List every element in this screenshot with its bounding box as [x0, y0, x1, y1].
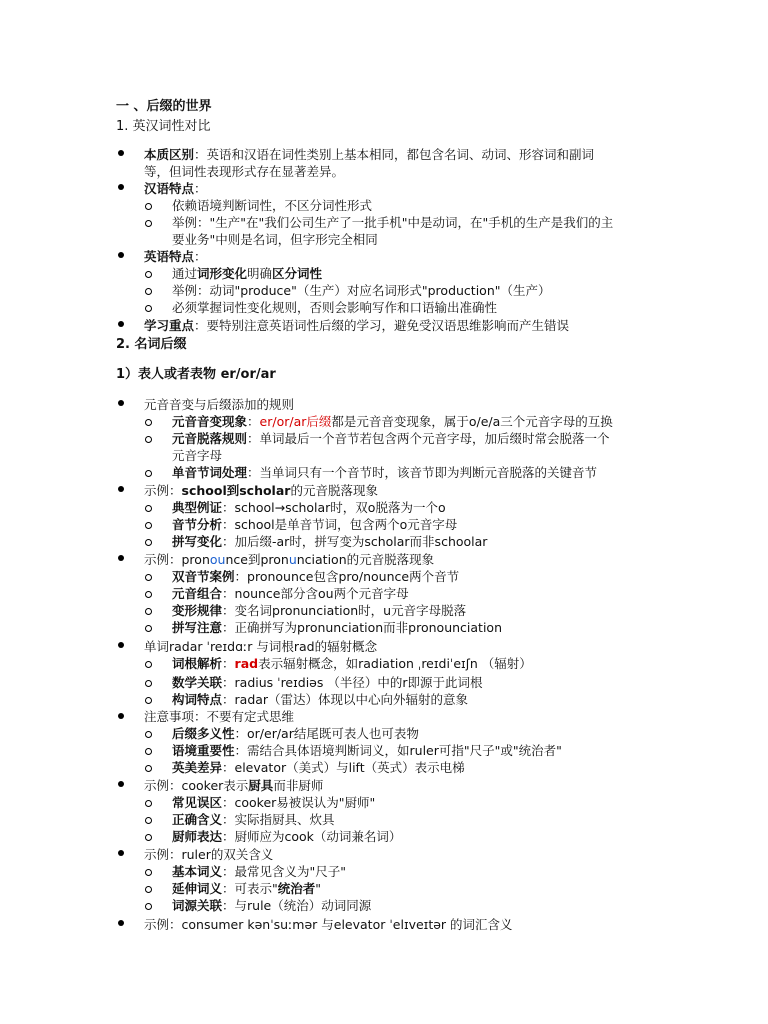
sub-list-item: 正确含义：实际指厨具、炊具: [172, 812, 335, 827]
sub-list-item: 拼写变化：加后缀-ar时，拼写变为scholar而非schoolar: [172, 534, 488, 549]
sub-list-item: 元音组合：nounce部分含ou两个元音字母: [172, 586, 409, 601]
sub-list-item: 变形规律：变名词pronunciation时，u元音字母脱落: [172, 603, 467, 618]
sub-list-item: 后缀多义性：or/er/ar结尾既可表人也可表物: [172, 726, 419, 741]
list-item-continuation: 等，但词性表现形式存在显著差异。: [144, 164, 345, 179]
sub-list-item-continuation: 要业务"中则是名词，但字形完全相同: [172, 232, 378, 247]
sub-list-item: 音节分析：school是单音节词，包含两个o元音字母: [172, 517, 458, 532]
sub-bullet-circle: [145, 817, 152, 824]
sub-bullet-circle: [145, 748, 152, 755]
bullet-dot: [118, 713, 124, 719]
sub-list-item: 单音节词处理：当单词只有一个音节时，该音节即为判断元音脱落的关键音节: [172, 465, 598, 480]
sub-bullet-circle: [145, 800, 152, 807]
sub-bullet-circle: [145, 591, 152, 598]
section-heading-2: 2. 名词后缀: [116, 337, 187, 352]
page-title: 一 、后缀的世界: [116, 99, 212, 114]
sub-list-item-continuation: 元音字母: [172, 448, 223, 463]
sub-bullet-circle: [145, 522, 152, 529]
bullet-dot: [118, 252, 124, 258]
sub-list-item: 举例："生产"在"我们公司生产了一批手机"中是动词，在"手机的生产是我们的主: [172, 215, 614, 230]
list-item: 示例：consumer kənˈsuːmər 与elevator ˈelɪveɪtər 的词汇含义: [144, 917, 513, 932]
sub-list-item: 必须掌握词性变化规则，否则会影响写作和口语输出准确性: [172, 300, 498, 315]
sub-bullet-circle: [145, 419, 152, 426]
bullet-dot: [118, 486, 124, 492]
sub-bullet-circle: [145, 574, 152, 581]
sub-bullet-circle: [145, 271, 152, 278]
sub-list-item: 基本词义：最常见含义为"尺子": [172, 864, 347, 879]
sub-list-item: 典型例证：school→scholar时，双o脱落为一个o: [172, 500, 446, 515]
list-item: 示例：cooker表示厨具而非厨师: [144, 778, 324, 793]
sub-bullet-circle: [145, 834, 152, 841]
list-item: 示例：pronounce到pronunciation的元音脱落现象: [144, 552, 435, 567]
sub-bullet-circle: [145, 869, 152, 876]
sub-list-item: 词根解析：rad表示辐射概念，如radiation ˌreɪdiˈeɪʃn （辐射）: [172, 656, 532, 671]
subsection-heading: 1）表人或者表物 er/or/ar: [116, 367, 276, 382]
sub-list-item: 依赖语境判断词性，不区分词性形式: [172, 198, 373, 213]
sub-bullet-circle: [145, 765, 152, 772]
sub-bullet-circle: [145, 731, 152, 738]
sub-list-item: 举例：动词"produce"（生产）对应名词形式"production"（生产）: [172, 283, 551, 298]
sub-list-item: 延伸词义：可表示"统治者": [172, 881, 322, 896]
sub-list-item: 厨师表达：厨师应为cook（动词兼名词）: [172, 829, 402, 844]
bullet-dot: [118, 400, 124, 406]
sub-bullet-circle: [145, 886, 152, 893]
bullet-dot: [118, 321, 124, 327]
sub-list-item: 拼写注意：正确拼写为pronunciation而非pronounciation: [172, 620, 502, 635]
sub-list-item: 通过词形变化明确区分词性: [172, 266, 323, 281]
bullet-dot: [118, 850, 124, 856]
sub-bullet-circle: [145, 203, 152, 210]
bullet-dot: [118, 781, 124, 787]
list-item: 学习重点：要特别注意英语词性后缀的学习，避免受汉语思维影响而产生错误: [144, 318, 570, 333]
sub-list-item: 英美差异：elevator（美式）与lift（英式）表示电梯: [172, 760, 465, 775]
bullet-dot: [118, 555, 124, 561]
sub-list-item: 双音节案例：pronounce包含pro/nounce两个音节: [172, 569, 460, 584]
sub-bullet-circle: [145, 470, 152, 477]
sub-list-item: 语境重要性：需结合具体语境判断词义，如ruler可指"尺子"或"统治者": [172, 743, 562, 758]
list-item: 单词radar ˈreɪdɑːr 与词根rad的辐射概念: [144, 639, 378, 654]
bullet-dot: [118, 184, 124, 190]
sub-bullet-circle: [145, 680, 152, 687]
list-item: 英语特点：: [144, 249, 207, 264]
list-item: 元音音变与后缀添加的规则: [144, 397, 295, 412]
sub-bullet-circle: [145, 220, 152, 227]
sub-bullet-circle: [145, 436, 152, 443]
sub-bullet-circle: [145, 505, 152, 512]
sub-bullet-circle: [145, 903, 152, 910]
sub-list-item: 构词特点：radar（雷达）体现以中心向外辐射的意象: [172, 692, 469, 707]
bullet-dot: [118, 920, 124, 926]
section-heading-1: 1. 英汉词性对比: [116, 119, 211, 134]
bullet-dot: [118, 642, 124, 648]
sub-list-item: 元音脱落规则：单词最后一个音节若包含两个元音字母，加后缀时常会脱落一个: [172, 431, 610, 446]
list-item: 本质区别：英语和汉语在词性类别上基本相同，都包含名词、动词、形容词和副词: [144, 147, 595, 162]
sub-list-item: 数学关联：radius ˈreɪdiəs （半径）中的r即源于此词根: [172, 675, 483, 690]
bullet-dot: [118, 150, 124, 156]
list-item: 注意事项：不要有定式思维: [144, 709, 295, 724]
sub-bullet-circle: [145, 625, 152, 632]
sub-list-item: 词源关联：与rule（统治）动词同源: [172, 898, 372, 913]
sub-bullet-circle: [145, 539, 152, 546]
sub-list-item: 元音音变现象：er/or/ar后缀都是元音音变现象，属于o/e/a三个元音字母的互换: [172, 414, 613, 429]
list-item: 示例：ruler的双关含义: [144, 847, 274, 862]
list-item: 示例：school到scholar的元音脱落现象: [144, 483, 378, 498]
sub-bullet-circle: [145, 661, 152, 668]
sub-bullet-circle: [145, 305, 152, 312]
sub-bullet-circle: [145, 697, 152, 704]
sub-list-item: 常见误区：cooker易被误认为"厨师": [172, 795, 376, 810]
list-item: 汉语特点：: [144, 181, 207, 196]
sub-bullet-circle: [145, 608, 152, 615]
sub-bullet-circle: [145, 288, 152, 295]
